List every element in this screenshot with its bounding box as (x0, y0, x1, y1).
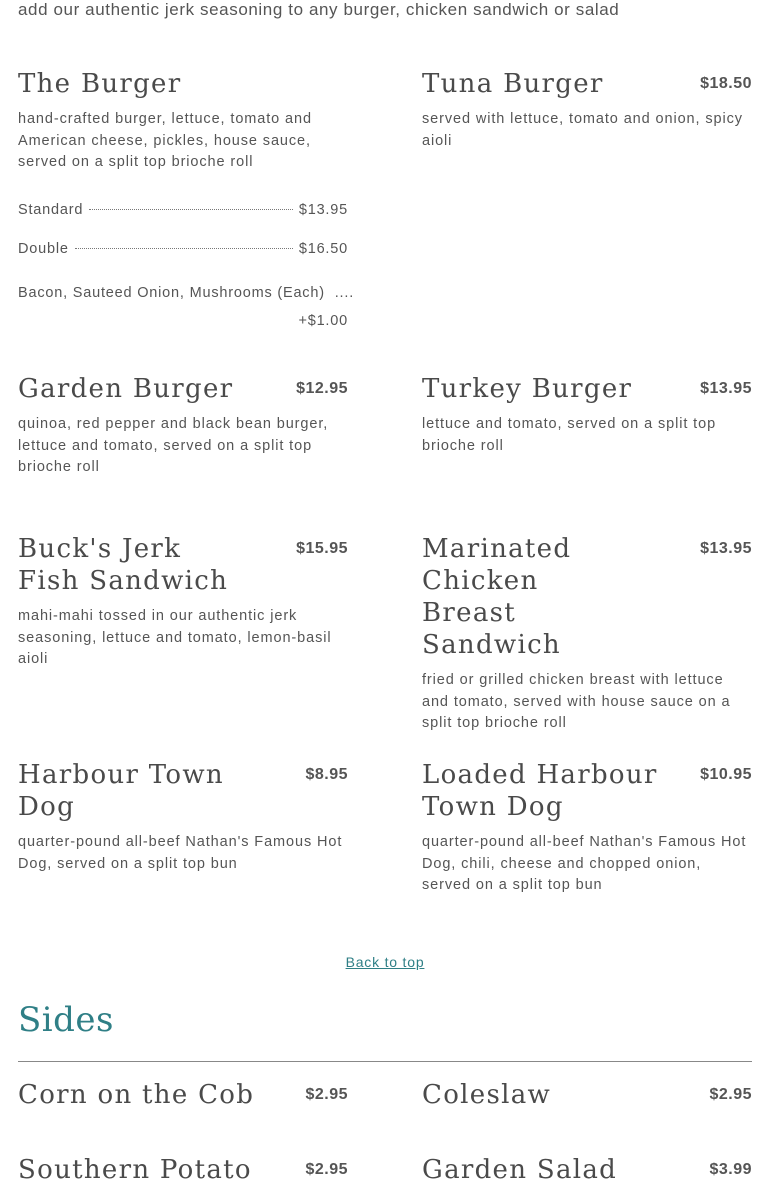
item-price: $12.95 (296, 380, 348, 397)
item-description: mahi-mahi tossed in our authentic jerk seasoning, lettuce and tomato, lemon-basil aioli (18, 608, 332, 667)
menu-item-garden-burger (18, 373, 348, 479)
item-description: quinoa, red pepper and black bean burger, lettuce and tomato, served on a split top brioche roll (18, 416, 329, 475)
addon-label: Bacon, Sauteed Onion, Mushrooms (Each) (18, 285, 325, 301)
menu-item-coleslaw (422, 1079, 752, 1111)
option-row-standard (18, 202, 348, 218)
menu-item-corn-on-the-cob (18, 1079, 348, 1111)
menu-item-garden-salad (422, 1154, 752, 1186)
item-price: $18.50 (700, 75, 752, 92)
section-title-sides: Sides (18, 1000, 114, 1040)
item-price: $15.95 (296, 540, 348, 557)
option-price: $16.50 (298, 241, 348, 257)
back-to-top-link[interactable]: Back to top (345, 954, 425, 970)
item-price: $13.95 (700, 540, 752, 557)
intro-text: add our authentic jerk seasoning to any burger, chicken sandwich or salad (18, 0, 620, 19)
item-title: Garden Salad (422, 1155, 618, 1185)
leader-dots (75, 248, 293, 249)
item-description: quarter-pound all-beef Nathan's Famous Hot Dog, served on a split top bun (18, 834, 343, 872)
addon-dots: .... (334, 285, 355, 301)
item-title: The Burger (18, 69, 182, 99)
item-price: $13.95 (700, 380, 752, 397)
item-title: Buck's Jerk Fish Sandwich (18, 534, 229, 596)
option-label: Double (18, 241, 69, 257)
item-title: Southern Potato (18, 1155, 252, 1185)
item-price: $2.95 (305, 1086, 348, 1103)
menu-item-chicken-breast-sandwich (422, 533, 752, 735)
item-price: $10.95 (700, 766, 752, 783)
option-label: Standard (18, 202, 84, 218)
item-title: Garden Burger (18, 374, 234, 404)
item-description: quarter-pound all-beef Nathan's Famous Hot Dog, chili, cheese and chopped onion, served on a split top bun (422, 834, 747, 893)
option-row-double (18, 241, 348, 257)
item-title: Marinated Chicken Breast Sandwich (422, 534, 572, 660)
menu-item-harbour-town-dog (18, 759, 348, 875)
leader-dots (89, 209, 293, 210)
menu-item-tuna-burger (422, 68, 752, 152)
item-price: $2.95 (709, 1086, 752, 1103)
item-price: $2.95 (305, 1161, 348, 1178)
item-title: Corn on the Cob (18, 1080, 255, 1110)
addon-price: +$1.00 (298, 313, 348, 329)
menu-item-turkey-burger (422, 373, 752, 457)
item-description: lettuce and tomato, served on a split top brioche roll (422, 416, 717, 454)
menu-item-southern-potato (18, 1154, 348, 1186)
menu-item-loaded-harbour-town-dog (422, 759, 752, 897)
option-price: $13.95 (298, 202, 348, 218)
item-description: served with lettuce, tomato and onion, spicy aioli (422, 111, 743, 149)
menu-item-jerk-fish-sandwich (18, 533, 348, 671)
item-title: Loaded Harbour Town Dog (422, 760, 658, 822)
section-divider (18, 1061, 752, 1062)
item-price: $8.95 (305, 766, 348, 783)
item-title: Coleslaw (422, 1080, 552, 1110)
item-price: $3.99 (709, 1161, 752, 1178)
item-description: fried or grilled chicken breast with lettuce and tomato, served with house sauce on a split top brioche roll (422, 672, 731, 731)
item-description: hand-crafted burger, lettuce, tomato and American cheese, pickles, house sauce, served on a split top brioche roll (18, 111, 312, 170)
item-title: Tuna Burger (422, 69, 604, 99)
item-title: Harbour Town Dog (18, 760, 224, 822)
addon-row (18, 285, 354, 301)
item-title: Turkey Burger (422, 374, 633, 404)
menu-item-the-burger (18, 68, 348, 174)
